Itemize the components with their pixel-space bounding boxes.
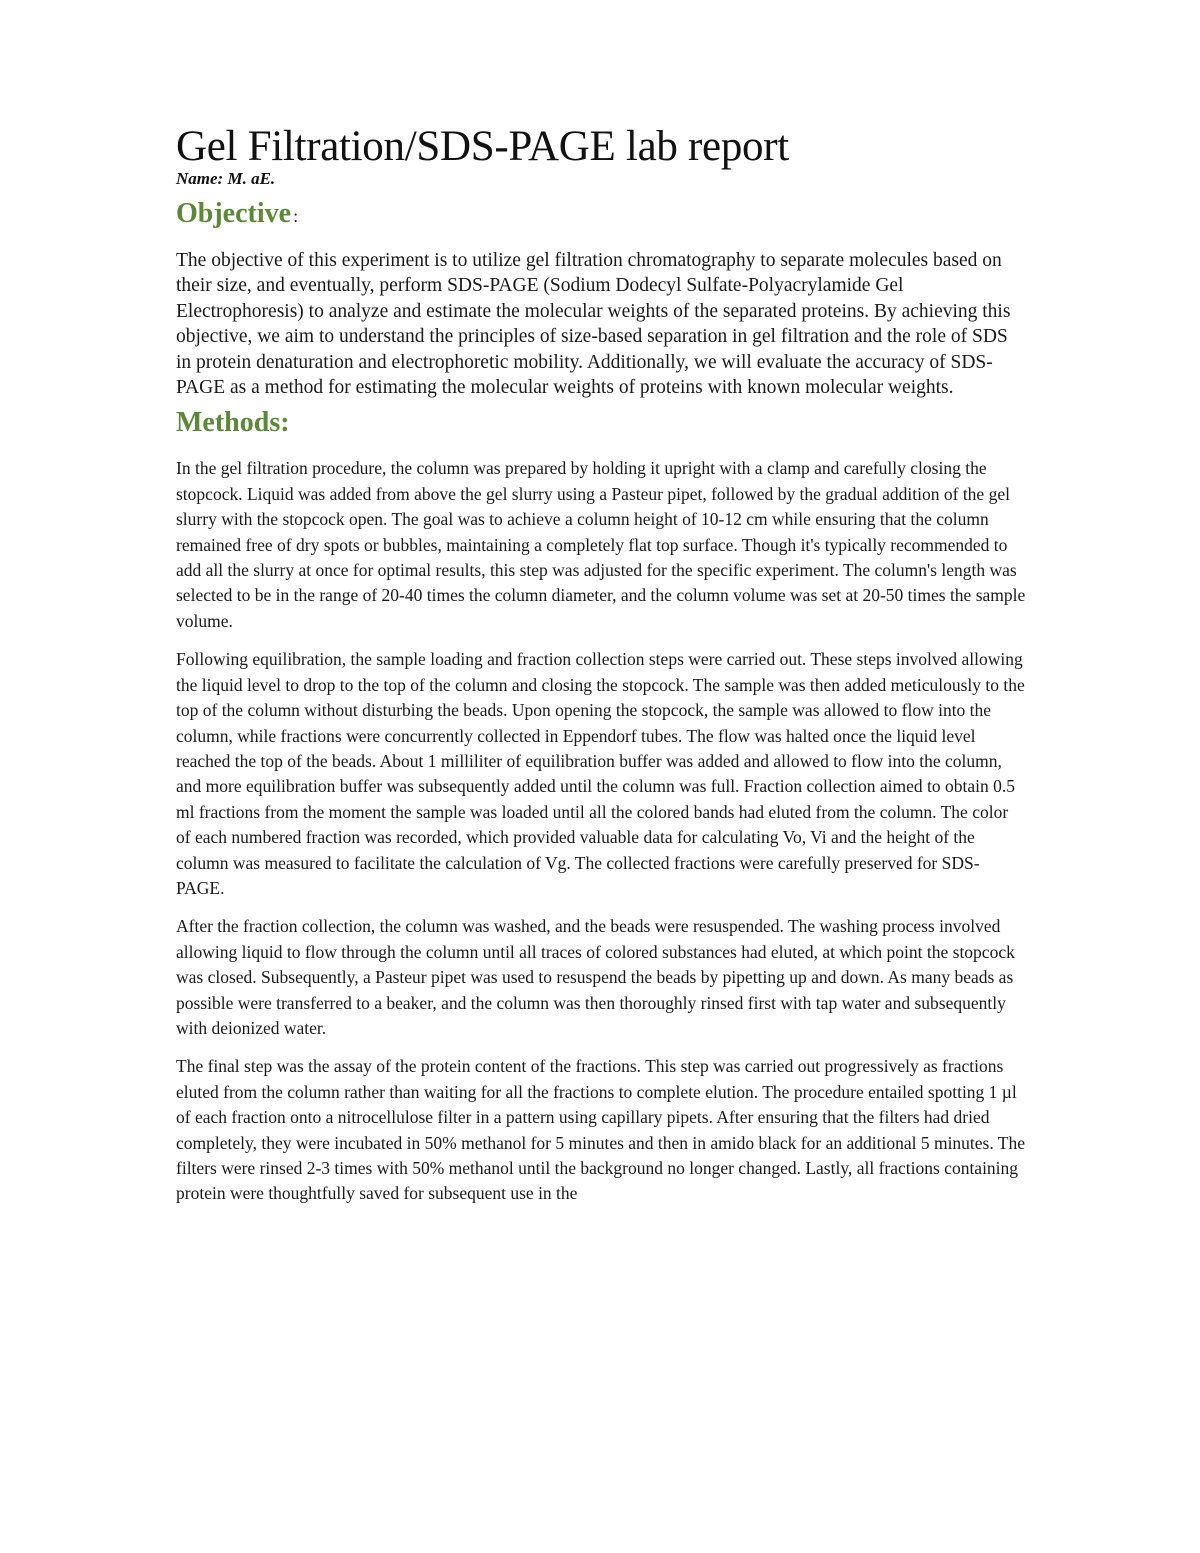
objective-heading-colon: :	[293, 206, 299, 226]
methods-paragraph-2: Following equilibration, the sample loading and fraction collection steps were carried out. These steps involved allowing the liquid level to drop to the top of the column and closing the stopcock. The sample was then added meticulously to the top of the column without disturbing the beads. Upon opening the stopcock, the sample was allowed to flow into the column, while fractions were concurrently collected in Eppendorf tubes. The flow was halted once the liquid level reached the top of the beads. About 1 milliliter of equilibration buffer was added and allowed to flow into the column, and more equilibration buffer was subsequently added until the column was full. Fraction collection aimed to obtain 0.5 ml fractions from the moment the sample was loaded until all the colored bands had eluted from the column. The color of each numbered fraction was recorded, which provided valuable data for calculating Vo, Vi and the height of the column was measured to facilitate the calculation of Vg. The collected fractions were carefully preserved for SDS-PAGE.	[176, 649, 1025, 898]
methods-heading: Methods:	[176, 407, 290, 439]
objective-heading-text: Objective	[176, 198, 292, 229]
author-line: Name: M. aE.	[176, 169, 276, 188]
objective-heading	[176, 199, 1026, 231]
methods-paragraph-1: In the gel filtration procedure, the column was prepared by holding it upright with a clamp and carefully closing the stopcock. Liquid was added from above the gel slurry using a Pasteur pipet, followed by the gradual addition of the gel slurry with the stopcock open. The goal was to achieve a column height of 10-12 cm while ensuring that the column remained free of dry spots or bubbles, maintaining a completely flat top surface. Though it's typically recommended to add all the slurry at once for optimal results, this step was adjusted for the specific experiment. The column's length was selected to be in the range of 20-40 times the column diameter, and the column volume was set at 20-50 times the sample volume.	[176, 458, 1026, 631]
document-body	[176, 124, 1026, 1220]
document-title: Gel Filtration/SDS-PAGE lab report	[176, 123, 789, 170]
methods-paragraph-3: After the fraction collection, the column was washed, and the beads were resuspended. The washing process involved allowing liquid to flow through the column until all traces of colored substances had eluted, at which point the stopcock was closed. Subsequently, a Pasteur pipet was used to resuspend the beads by pipetting up and down. As many beads as possible were transferred to a beaker, and the column was then thoroughly rinsed first with tap water and subsequently with deionized water.	[176, 916, 1015, 1038]
objective-paragraph: The objective of this experiment is to utilize gel filtration chromatography to separate molecules based on their size, and eventually, perform SDS-PAGE (Sodium Dodecyl Sulfate-Polyacrylamide Gel Electrophoresis) to analyze and estimate the molecular weights of the separated proteins. By achieving this objective, we aim to understand the principles of size-based separation in gel filtration and the role of SDS in protein denaturation and electrophoretic mobility. Additionally, we will evaluate the accuracy of SDS-PAGE as a method for estimating the molecular weights of proteins with known molecular weights.	[176, 250, 1011, 399]
methods-paragraph-4: The final step was the assay of the protein content of the fractions. This step was carried out progressively as fractions eluted from the column rather than waiting for all the fractions to complete elution. The procedure entailed spotting 1 µl of each fraction onto a nitrocellulose filter in a pattern using capillary pipets. After ensuring that the filters had dried completely, they were incubated in 50% methanol for 5 minutes and then in amido black for an additional 5 minutes. The filters were rinsed 2-3 times with 50% methanol until the background no longer changed. Lastly, all fractions containing protein were thoughtfully saved for subsequent use in the	[176, 1056, 1026, 1204]
